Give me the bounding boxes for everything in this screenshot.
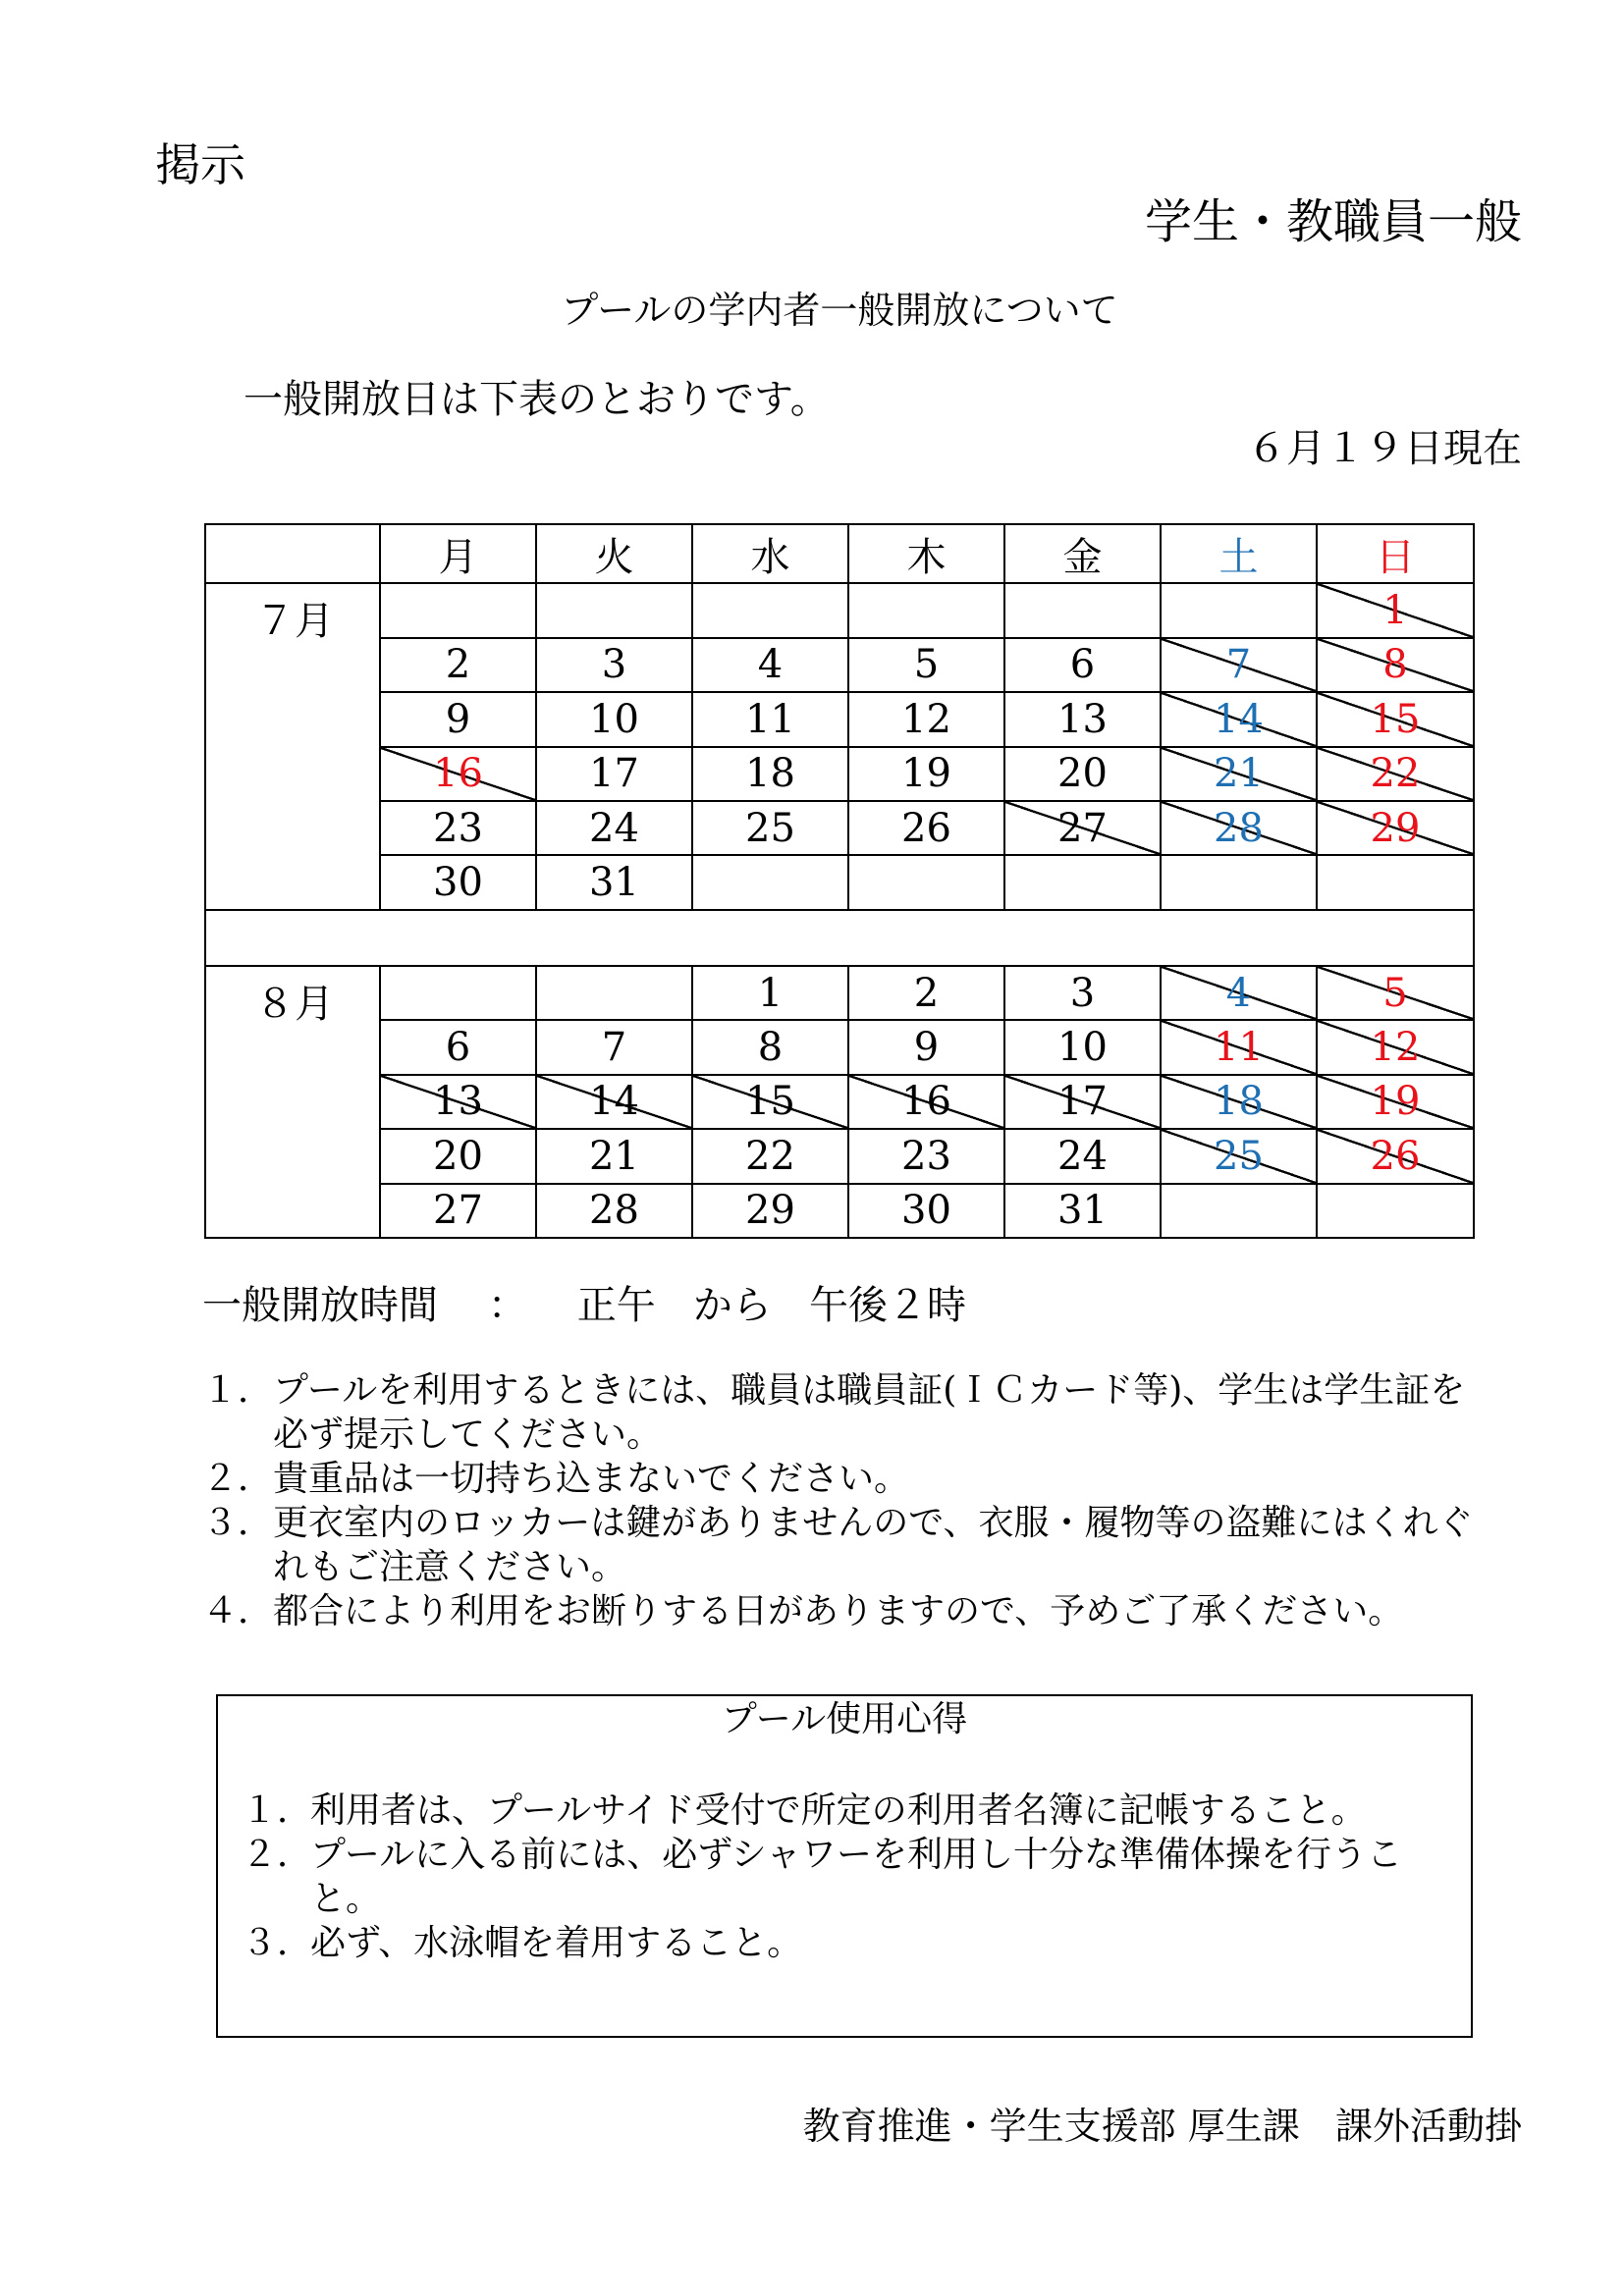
day-cell: 3 xyxy=(536,638,692,692)
list-item xyxy=(242,1789,1420,1833)
day-cell: 19 xyxy=(848,747,1004,801)
rule-number: ２． xyxy=(242,1835,313,1875)
day-cell: 10 xyxy=(536,692,692,746)
notice-label: 掲示 xyxy=(155,138,245,191)
list-item xyxy=(202,1368,1498,1457)
closed-day-cell: 12 xyxy=(1317,1020,1474,1074)
closed-day-cell: 22 xyxy=(1317,747,1474,801)
rule-text: プールに入る前には、必ずシャワーを利用し十分な準備体操を行うこと。 xyxy=(310,1835,1403,1919)
weekday-header: 月 xyxy=(380,524,536,583)
list-item xyxy=(242,1833,1420,1921)
day-cell: 2 xyxy=(848,966,1004,1020)
empty-day-cell xyxy=(848,855,1004,909)
day-cell: 26 xyxy=(848,801,1004,855)
day-cell: 10 xyxy=(1004,1020,1161,1074)
issuing-office xyxy=(803,2103,1522,2150)
closed-day-cell: 4 xyxy=(1161,966,1317,1020)
day-cell: 18 xyxy=(692,747,848,801)
day-cell: 30 xyxy=(380,855,536,909)
closed-day-cell: 5 xyxy=(1317,966,1474,1020)
table-row xyxy=(205,692,1474,746)
list-item xyxy=(202,1501,1498,1589)
day-cell: 3 xyxy=(1004,966,1161,1020)
closed-day-cell: 21 xyxy=(1161,747,1317,801)
closed-day-cell: 8 xyxy=(1317,638,1474,692)
table-row xyxy=(205,583,1474,637)
list-item xyxy=(242,1921,1420,1965)
closed-day-cell: 28 xyxy=(1161,801,1317,855)
empty-day-cell xyxy=(1317,1184,1474,1238)
day-cell: 4 xyxy=(692,638,848,692)
closed-day-cell: 18 xyxy=(1161,1075,1317,1129)
day-cell: 8 xyxy=(692,1020,848,1074)
month-label: ８月 xyxy=(205,966,380,1238)
closed-day-cell: 19 xyxy=(1317,1075,1474,1129)
intro-text: 一般開放日は下表のとおりです。 xyxy=(244,377,830,422)
empty-day-cell xyxy=(380,966,536,1020)
notes-list xyxy=(202,1368,1498,1633)
weekday-header: 土 xyxy=(1161,524,1317,583)
month-gap xyxy=(205,910,1474,966)
closed-day-cell: 15 xyxy=(1317,692,1474,746)
table-row xyxy=(205,638,1474,692)
day-cell: 23 xyxy=(380,801,536,855)
hours-end: 午後２時 xyxy=(809,1283,967,1328)
day-cell: 11 xyxy=(692,692,848,746)
empty-day-cell xyxy=(536,583,692,637)
rules-list xyxy=(242,1789,1420,1965)
rule-number: ３． xyxy=(242,1923,313,1963)
hours-separator: ： xyxy=(487,1283,527,1328)
day-cell: 6 xyxy=(1004,638,1161,692)
day-cell: 29 xyxy=(692,1184,848,1238)
day-cell: 6 xyxy=(380,1020,536,1074)
hours-from: から xyxy=(692,1283,772,1328)
weekday-header: 木 xyxy=(848,524,1004,583)
closed-day-cell: 27 xyxy=(1004,801,1161,855)
day-cell: 31 xyxy=(536,855,692,909)
hours-start: 正午 xyxy=(576,1283,656,1328)
day-cell: 1 xyxy=(692,966,848,1020)
table-row xyxy=(205,747,1474,801)
closed-day-cell: 1 xyxy=(1317,583,1474,637)
rules-title: プール使用心得 xyxy=(721,1699,968,1739)
day-cell: 13 xyxy=(1004,692,1161,746)
table-row xyxy=(205,855,1474,909)
day-cell: 25 xyxy=(692,801,848,855)
closed-day-cell: 13 xyxy=(380,1075,536,1129)
closed-day-cell: 7 xyxy=(1161,638,1317,692)
audience-heading: 学生・教職員一般 xyxy=(1144,194,1522,249)
note-text: プールを利用するときには、職員は職員証(ＩＣカード等)、学生は学生証を必ず提示してください。 xyxy=(273,1370,1466,1455)
day-cell: 9 xyxy=(380,692,536,746)
table-row xyxy=(205,1020,1474,1074)
empty-day-cell xyxy=(1161,1184,1317,1238)
note-number: ３． xyxy=(202,1503,274,1543)
table-row xyxy=(205,1184,1474,1238)
empty-day-cell xyxy=(692,855,848,909)
note-text: 貴重品は一切持ち込まないでください。 xyxy=(273,1459,910,1499)
table-row xyxy=(205,801,1474,855)
empty-day-cell xyxy=(692,583,848,637)
day-cell: 28 xyxy=(536,1184,692,1238)
day-cell: 24 xyxy=(536,801,692,855)
closed-day-cell: 14 xyxy=(1161,692,1317,746)
day-cell: 17 xyxy=(536,747,692,801)
day-cell: 12 xyxy=(848,692,1004,746)
day-cell: 24 xyxy=(1004,1129,1161,1183)
page-title: プールの学内者一般開放について xyxy=(561,289,1118,332)
list-item xyxy=(202,1589,1498,1633)
day-cell: 2 xyxy=(380,638,536,692)
note-text: 更衣室内のロッカーは鍵がありませんので、衣服・履物等の盗難にはくれぐれもご注意ください。 xyxy=(273,1503,1474,1587)
weekday-header: 水 xyxy=(692,524,848,583)
empty-day-cell xyxy=(1161,855,1317,909)
rule-number: １． xyxy=(242,1790,313,1831)
footer-dept: 教育推進・学生支援部 厚生課 xyxy=(802,2105,1300,2148)
pool-rules-box xyxy=(216,1694,1473,2038)
weekday-header-row xyxy=(205,524,1474,583)
list-item xyxy=(202,1457,1498,1501)
empty-day-cell xyxy=(848,583,1004,637)
table-row xyxy=(205,1129,1474,1183)
closed-day-cell: 17 xyxy=(1004,1075,1161,1129)
weekday-header: 日 xyxy=(1317,524,1474,583)
closed-day-cell: 16 xyxy=(380,747,536,801)
day-cell: 20 xyxy=(1004,747,1161,801)
closed-day-cell: 11 xyxy=(1161,1020,1317,1074)
empty-day-cell xyxy=(536,966,692,1020)
rule-text: 利用者は、プールサイド受付で所定の利用者名簿に記帳すること。 xyxy=(310,1790,1367,1831)
day-cell: 30 xyxy=(848,1184,1004,1238)
weekday-header: 金 xyxy=(1004,524,1161,583)
empty-day-cell xyxy=(380,583,536,637)
empty-day-cell xyxy=(1004,855,1161,909)
closed-day-cell: 29 xyxy=(1317,801,1474,855)
month-gap-row xyxy=(205,910,1474,966)
table-row xyxy=(205,1075,1474,1129)
hours-label: 一般開放時間 xyxy=(202,1283,438,1328)
opening-hours xyxy=(202,1281,966,1330)
footer-office: 課外活動掛 xyxy=(1334,2105,1522,2148)
day-cell: 31 xyxy=(1004,1184,1161,1238)
closed-day-cell: 15 xyxy=(692,1075,848,1129)
table-row xyxy=(205,966,1474,1020)
empty-day-cell xyxy=(1161,583,1317,637)
day-cell: 27 xyxy=(380,1184,536,1238)
day-cell: 9 xyxy=(848,1020,1004,1074)
note-number: １． xyxy=(202,1370,274,1411)
note-text: 都合により利用をお断りする日がありますので、予めご了承ください。 xyxy=(273,1591,1404,1631)
note-number: ４． xyxy=(202,1591,274,1631)
as-of-date: ６月１９日現在 xyxy=(1247,426,1522,471)
closed-day-cell: 25 xyxy=(1161,1129,1317,1183)
day-cell: 5 xyxy=(848,638,1004,692)
closed-day-cell: 16 xyxy=(848,1075,1004,1129)
opening-calendar xyxy=(204,523,1475,1239)
note-number: ２． xyxy=(202,1459,274,1499)
day-cell: 21 xyxy=(536,1129,692,1183)
month-label: ７月 xyxy=(205,583,380,909)
empty-day-cell xyxy=(1317,855,1474,909)
closed-day-cell: 26 xyxy=(1317,1129,1474,1183)
header-corner xyxy=(205,524,380,583)
day-cell: 7 xyxy=(536,1020,692,1074)
day-cell: 23 xyxy=(848,1129,1004,1183)
day-cell: 20 xyxy=(380,1129,536,1183)
closed-day-cell: 14 xyxy=(536,1075,692,1129)
weekday-header: 火 xyxy=(536,524,692,583)
empty-day-cell xyxy=(1004,583,1161,637)
day-cell: 22 xyxy=(692,1129,848,1183)
rule-text: 必ず、水泳帽を着用すること。 xyxy=(310,1923,803,1963)
